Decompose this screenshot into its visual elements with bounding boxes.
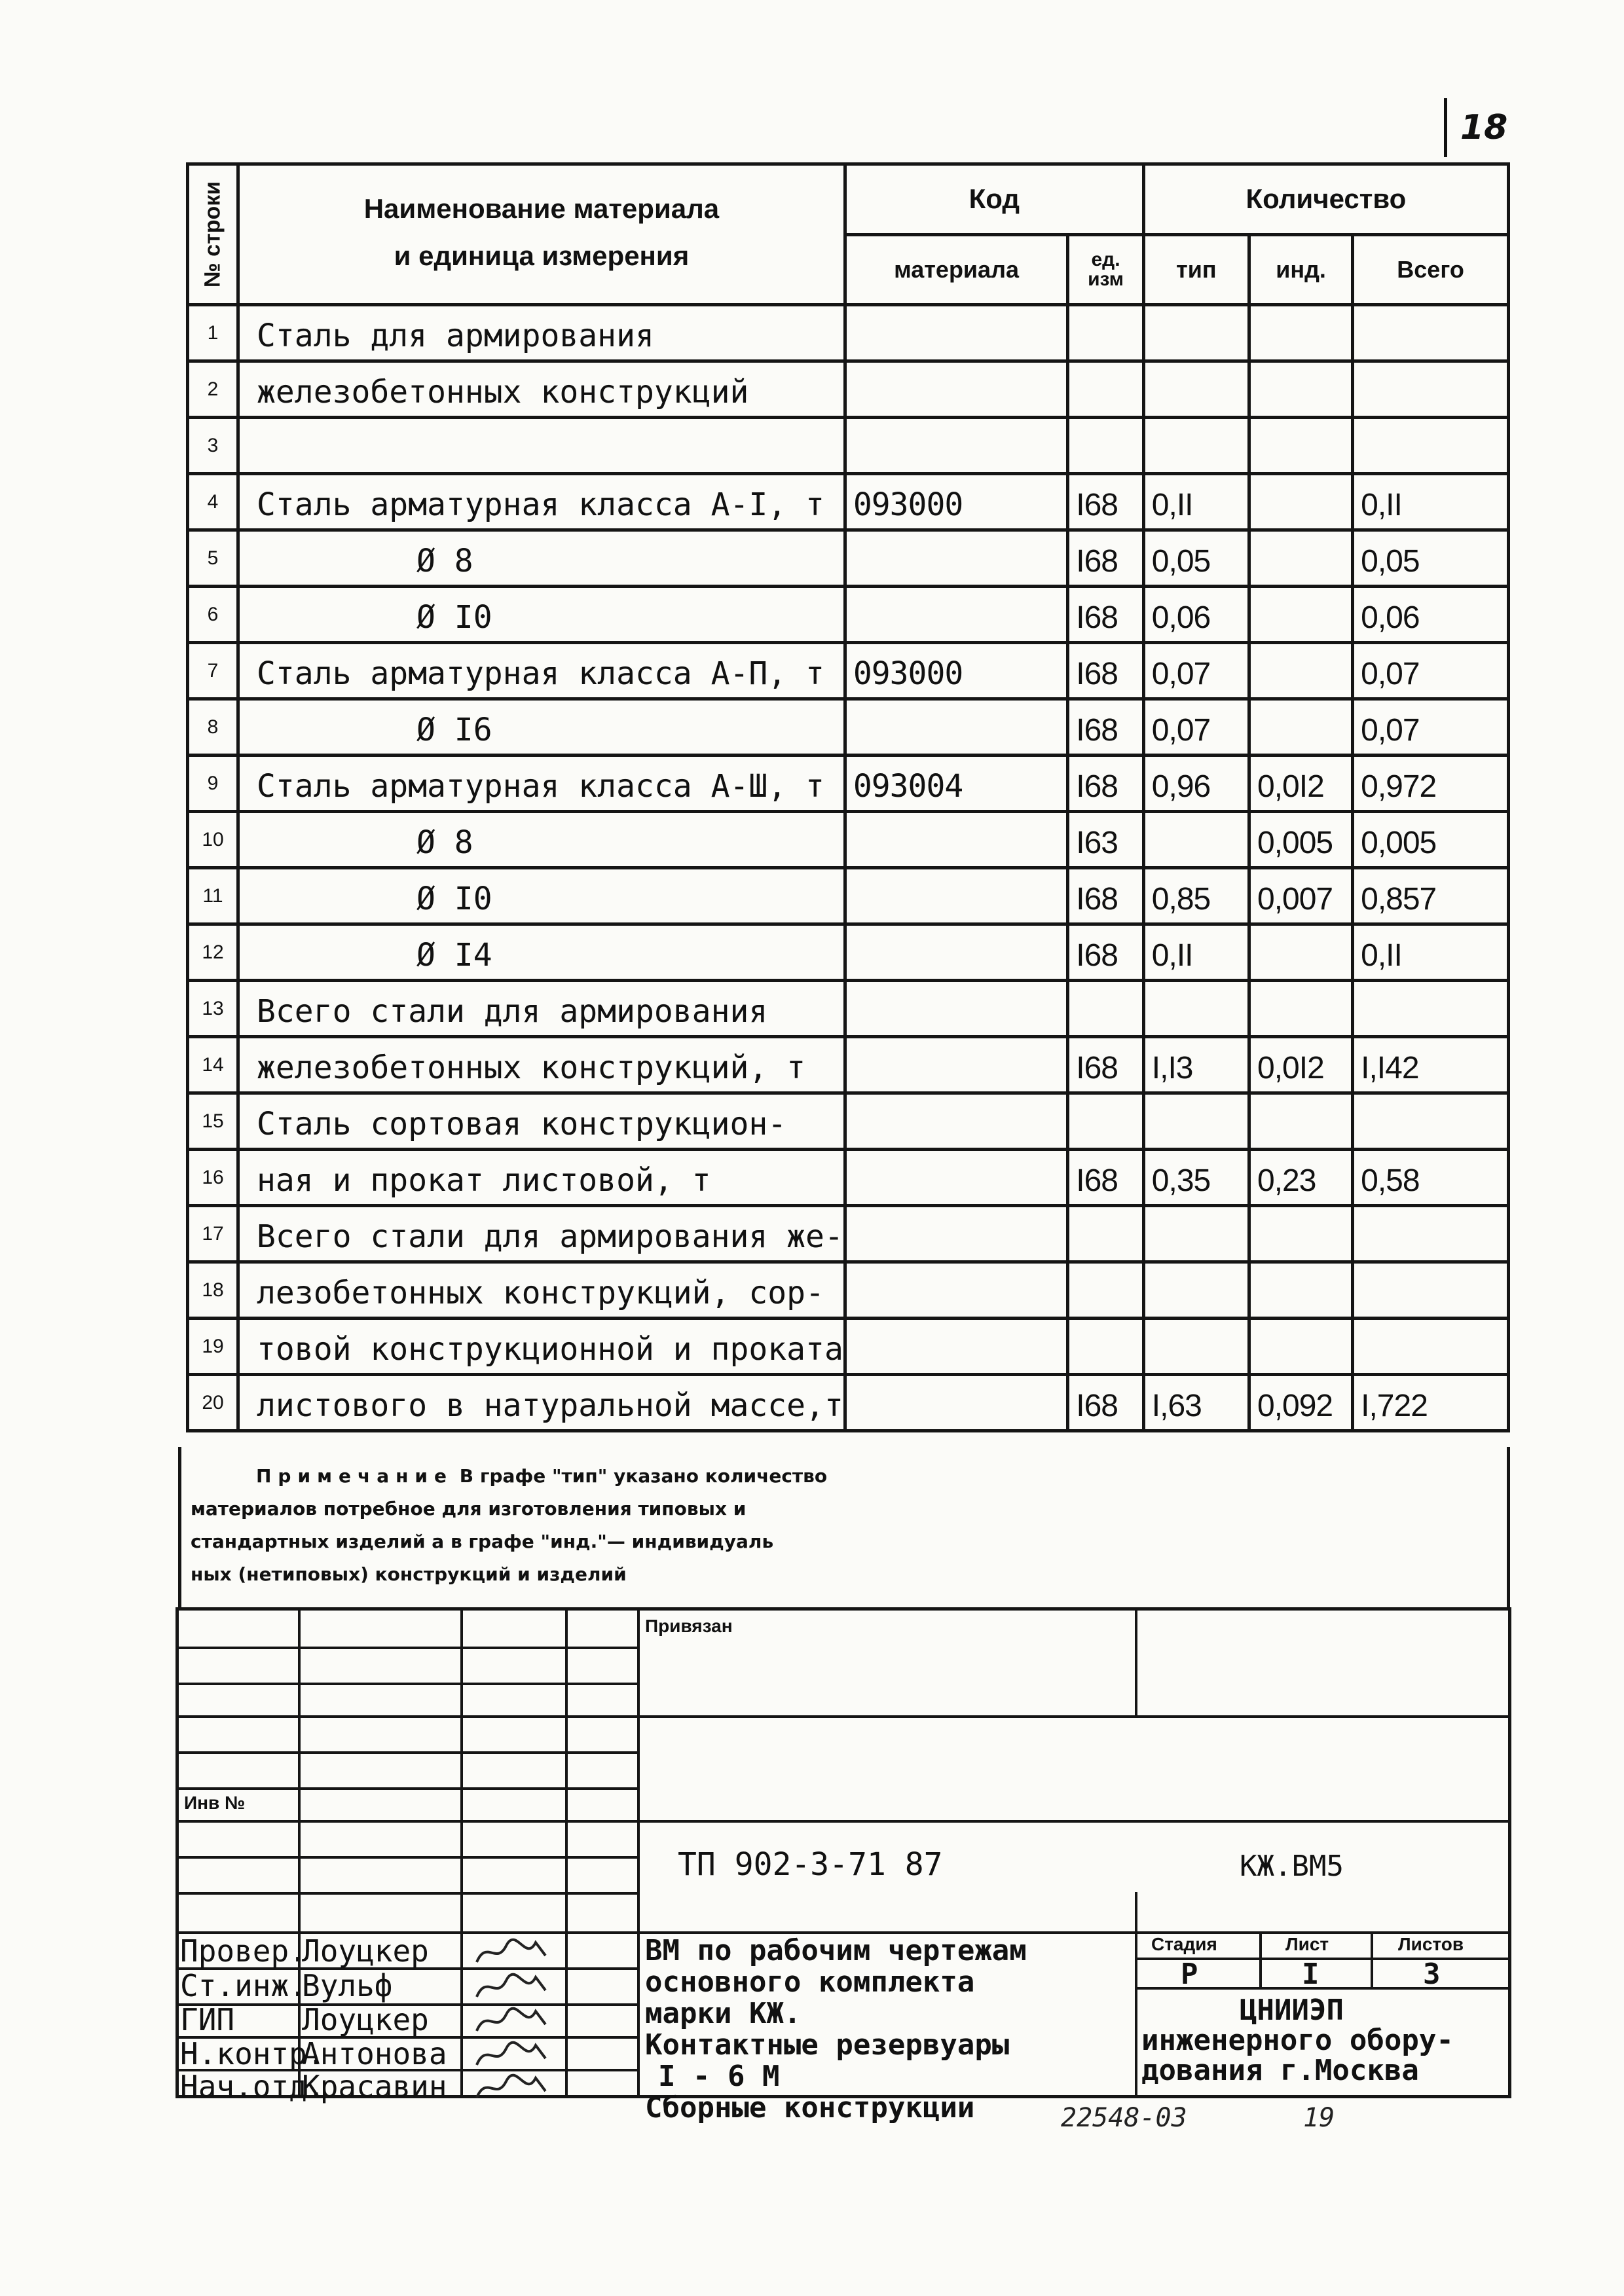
unit-code [1068, 305, 1144, 361]
individual-quantity: 0,0I2 [1249, 756, 1353, 812]
type-quantity: 0,06 [1143, 587, 1249, 643]
material-spec-table [186, 162, 1510, 1432]
row-number: 7 [188, 643, 238, 699]
total-quantity [1353, 361, 1509, 418]
type-quantity [1143, 305, 1249, 361]
material-name: лезобетонных конструкций, сор- [238, 1262, 845, 1319]
row-number: 10 [188, 812, 238, 868]
material-code [845, 1093, 1067, 1150]
signature-scribble-icon [473, 1971, 552, 2003]
unit-code: I68 [1068, 924, 1144, 981]
inventory-number-label: Инв № [184, 1793, 246, 1813]
material-code [845, 1319, 1067, 1375]
row-number: 9 [188, 756, 238, 812]
table-row [188, 361, 1509, 418]
sheet-label: Лист [1285, 1934, 1329, 1954]
row-number: 11 [188, 868, 238, 924]
total-quantity: I,I42 [1353, 1037, 1509, 1093]
type-quantity [1143, 1262, 1249, 1319]
total-quantity [1353, 1093, 1509, 1150]
material-code [845, 305, 1067, 361]
type-quantity: 0,II [1143, 924, 1249, 981]
unit-code: I68 [1068, 756, 1144, 812]
table-row [188, 305, 1509, 361]
total-quantity: 0,05 [1353, 530, 1509, 587]
total-quantity [1353, 305, 1509, 361]
individual-quantity [1249, 361, 1353, 418]
table-row [188, 868, 1509, 924]
material-code [845, 699, 1067, 756]
row-number: 16 [188, 1150, 238, 1206]
material-name: Сталь арматурная класса А-I, т [238, 474, 845, 530]
material-code [845, 1206, 1067, 1262]
unit-code [1068, 418, 1144, 474]
row-number: 5 [188, 530, 238, 587]
signature-name: Лоуцкер [302, 1933, 429, 1969]
unit-header: ед. изм [1068, 234, 1144, 305]
material-code [845, 418, 1067, 474]
individual-quantity [1249, 699, 1353, 756]
individual-qty-header: инд. [1249, 234, 1353, 305]
material-name: Сталь арматурная класса А-Ш, т [238, 756, 845, 812]
archive-page-number: 19 [1303, 2103, 1335, 2133]
total-quantity: 0,972 [1353, 756, 1509, 812]
individual-quantity: 0,005 [1249, 812, 1353, 868]
table-row [188, 530, 1509, 587]
table-row [188, 756, 1509, 812]
quantity-header: Количество [1143, 164, 1508, 235]
signature-scribble-icon [473, 2039, 552, 2071]
signature-role: Ст.инж. [180, 1968, 307, 2003]
material-code [845, 812, 1067, 868]
table-row [188, 1037, 1509, 1093]
material-name: Ø 8 [238, 812, 845, 868]
signature-name: Вульф [302, 1968, 393, 2003]
stage-value: Р [1181, 1958, 1198, 1991]
signature-name: Антонова [302, 2036, 447, 2071]
individual-quantity [1249, 587, 1353, 643]
individual-quantity [1249, 1319, 1353, 1375]
material-code [845, 981, 1067, 1037]
type-qty-header: тип [1143, 234, 1249, 305]
unit-code [1068, 1319, 1144, 1375]
material-name: Ø I0 [238, 868, 845, 924]
total-qty-header: Всего [1353, 234, 1509, 305]
material-name: Сталь для армирования [238, 305, 845, 361]
unit-code [1068, 981, 1144, 1037]
table-row [188, 924, 1509, 981]
signature-role: ГИП [180, 2002, 235, 2037]
material-code [845, 1150, 1067, 1206]
table-row [188, 1319, 1509, 1375]
type-quantity: 0,85 [1143, 868, 1249, 924]
type-quantity [1143, 812, 1249, 868]
total-quantity [1353, 1206, 1509, 1262]
material-code [845, 1262, 1067, 1319]
signature-scribble-icon [473, 2005, 552, 2037]
material-name: Всего стали для армирования же- [238, 1206, 845, 1262]
table-row [188, 643, 1509, 699]
table-row [188, 699, 1509, 756]
material-code-header: материала [845, 234, 1067, 305]
signature-scribble-icon [473, 1936, 552, 1969]
archive-stamp-number: 22548-03 [1061, 2103, 1187, 2133]
unit-code [1068, 1262, 1144, 1319]
table-row [188, 1375, 1509, 1431]
code-header: Код [845, 164, 1143, 235]
material-code [845, 530, 1067, 587]
individual-quantity [1249, 924, 1353, 981]
material-code [845, 1375, 1067, 1431]
row-number: 17 [188, 1206, 238, 1262]
project-code: ТП 902-3-71 87 [678, 1846, 943, 1883]
signature-scribble-icon [473, 2071, 552, 2104]
row-number: 20 [188, 1375, 238, 1431]
table-row [188, 418, 1509, 474]
row-number: 2 [188, 361, 238, 418]
material-name: Ø I6 [238, 699, 845, 756]
individual-quantity: 0,0I2 [1249, 1037, 1353, 1093]
row-number: 12 [188, 924, 238, 981]
organization: ЦНИИЭП инженерного обору- дования г.Москва [1141, 1994, 1454, 2087]
individual-quantity [1249, 643, 1353, 699]
row-number: 1 [188, 305, 238, 361]
type-quantity [1143, 418, 1249, 474]
total-quantity [1353, 1319, 1509, 1375]
unit-code: I68 [1068, 1375, 1144, 1431]
signature-role: Нач.отд. [180, 2069, 325, 2104]
sheet-value: I [1302, 1958, 1320, 1991]
material-name: Ø I0 [238, 587, 845, 643]
unit-code [1068, 1093, 1144, 1150]
type-quantity: 0,07 [1143, 699, 1249, 756]
individual-quantity: 0,23 [1249, 1150, 1353, 1206]
type-quantity: 0,II [1143, 474, 1249, 530]
signature-name: Красавин [302, 2069, 447, 2104]
material-name: Ø I4 [238, 924, 845, 981]
individual-quantity [1249, 1262, 1353, 1319]
material-name: ная и прокат листовой, т [238, 1150, 845, 1206]
individual-quantity [1249, 1093, 1353, 1150]
row-number: 14 [188, 1037, 238, 1093]
individual-quantity [1249, 981, 1353, 1037]
row-number-header: № строки [188, 164, 238, 305]
unit-code [1068, 1206, 1144, 1262]
material-code [845, 1037, 1067, 1093]
material-code: 093000 [845, 643, 1067, 699]
note-block [178, 1447, 1510, 1607]
table-row [188, 981, 1509, 1037]
material-name: Сталь арматурная класса А-П, т [238, 643, 845, 699]
type-quantity [1143, 1319, 1249, 1375]
table-row [188, 1206, 1509, 1262]
type-quantity: 0,96 [1143, 756, 1249, 812]
total-quantity [1353, 981, 1509, 1037]
total-quantity: I,722 [1353, 1375, 1509, 1431]
total-quantity: 0,005 [1353, 812, 1509, 868]
signature-role: Н.контр. [180, 2036, 325, 2071]
row-number: 18 [188, 1262, 238, 1319]
type-quantity: I,63 [1143, 1375, 1249, 1431]
individual-quantity [1249, 1206, 1353, 1262]
individual-quantity: 0,092 [1249, 1375, 1353, 1431]
total-quantity: 0,II [1353, 924, 1509, 981]
sheets-label: Листов [1398, 1934, 1464, 1954]
document-code: КЖ.ВМ5 [1240, 1850, 1344, 1883]
note-line-2: материалов потребное для изготовления типовых и [191, 1498, 747, 1520]
signature-role: Провер. [180, 1933, 307, 1969]
material-name-header: Наименование материала и единица измерения [238, 164, 845, 305]
unit-code: I68 [1068, 699, 1144, 756]
table-row [188, 474, 1509, 530]
unit-code [1068, 361, 1144, 418]
table-row [188, 1093, 1509, 1150]
material-name: Ø 8 [238, 530, 845, 587]
stage-label: Стадия [1151, 1934, 1217, 1954]
type-quantity [1143, 1093, 1249, 1150]
material-code: 093000 [845, 474, 1067, 530]
total-quantity: 0,857 [1353, 868, 1509, 924]
total-quantity: 0,II [1353, 474, 1509, 530]
type-quantity: 0,35 [1143, 1150, 1249, 1206]
total-quantity [1353, 418, 1509, 474]
row-number: 19 [188, 1319, 238, 1375]
unit-code: I68 [1068, 474, 1144, 530]
total-quantity [1353, 1262, 1509, 1319]
unit-code: I68 [1068, 868, 1144, 924]
unit-code: I68 [1068, 530, 1144, 587]
total-quantity: 0,58 [1353, 1150, 1509, 1206]
note-label: Примечание [256, 1465, 454, 1487]
unit-code: I63 [1068, 812, 1144, 868]
page-number: 18 [1444, 98, 1516, 157]
material-name: железобетонных конструкций [238, 361, 845, 418]
individual-quantity [1249, 474, 1353, 530]
total-quantity: 0,07 [1353, 643, 1509, 699]
total-quantity: 0,07 [1353, 699, 1509, 756]
type-quantity [1143, 1206, 1249, 1262]
unit-code: I68 [1068, 643, 1144, 699]
unit-code: I68 [1068, 1037, 1144, 1093]
unit-code: I68 [1068, 587, 1144, 643]
type-quantity: 0,07 [1143, 643, 1249, 699]
unit-code: I68 [1068, 1150, 1144, 1206]
total-quantity: 0,06 [1353, 587, 1509, 643]
material-name: Всего стали для армирования [238, 981, 845, 1037]
note-line-3: стандартных изделий а в графе "инд."— индивидуаль [191, 1531, 774, 1552]
material-code [845, 924, 1067, 981]
table-row [188, 812, 1509, 868]
type-quantity: 0,05 [1143, 530, 1249, 587]
table-row [188, 587, 1509, 643]
type-quantity: I,I3 [1143, 1037, 1249, 1093]
table-row [188, 1262, 1509, 1319]
individual-quantity [1249, 530, 1353, 587]
row-number: 13 [188, 981, 238, 1037]
material-name: Сталь сортовая конструкцион- [238, 1093, 845, 1150]
row-number: 15 [188, 1093, 238, 1150]
document-description: ВМ по рабочим чертежам основного комплекта марки КЖ. Контактные резервуары І - 6 М Сборные конструкции [645, 1934, 1027, 2124]
individual-quantity [1249, 418, 1353, 474]
row-number: 8 [188, 699, 238, 756]
material-code [845, 868, 1067, 924]
type-quantity [1143, 981, 1249, 1037]
material-name: листового в натуральной массе,т [238, 1375, 845, 1431]
material-name [238, 418, 845, 474]
row-number: 4 [188, 474, 238, 530]
sheets-value: 3 [1423, 1958, 1441, 1991]
note-line-1: В графе "тип" указано количество [459, 1465, 828, 1487]
material-code: 093004 [845, 756, 1067, 812]
note-line-4: ных (нетиповых) конструкций и изделий [191, 1563, 627, 1585]
type-quantity [1143, 361, 1249, 418]
material-code [845, 361, 1067, 418]
material-name: железобетонных конструкций, т [238, 1037, 845, 1093]
individual-quantity [1249, 305, 1353, 361]
material-name: товой конструкционной и проката [238, 1319, 845, 1375]
individual-quantity: 0,007 [1249, 868, 1353, 924]
linked-label: Привязан [645, 1616, 733, 1636]
table-row [188, 1150, 1509, 1206]
material-code [845, 587, 1067, 643]
signature-name: Лоуцкер [302, 2002, 429, 2037]
row-number: 3 [188, 418, 238, 474]
row-number: 6 [188, 587, 238, 643]
